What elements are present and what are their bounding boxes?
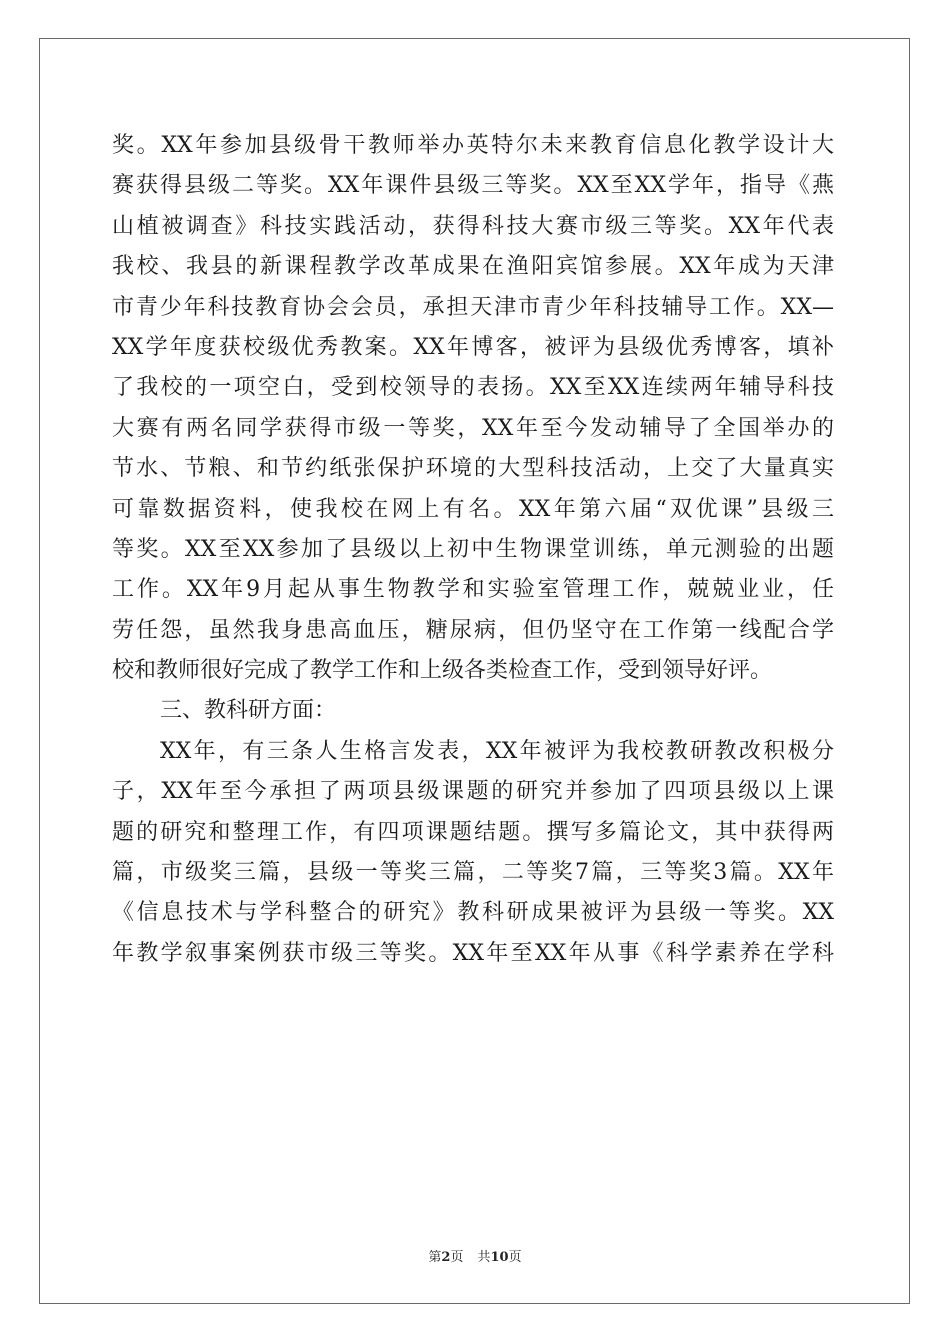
text-line: 了我校的一项空白，受到校领导的表扬。XX至XX连续两年辅导科技 [112, 375, 834, 401]
footer-page-prefix: 第 [428, 1250, 442, 1265]
text-line: 校和教师很好完成了教学工作和上级各类检查工作，受到领导好评。 [112, 658, 773, 684]
text-line: XX学年度获校级优秀教案。XX年博客，被评为县级优秀博客，填补 [112, 334, 834, 360]
footer-page-suffix: 页 [450, 1250, 464, 1265]
text-line: 节水、节粮、和节约纸张保护环境的大型科技活动，上交了大量真实 [112, 456, 834, 482]
footer-total-pages: 10 [490, 1250, 509, 1265]
page-footer [0, 1246, 950, 1265]
text-line: 年教学叙事案例获市级三等奖。XX年至XX年从事《科学素养在学科 [112, 940, 834, 966]
text-line: 赛获得县级二等奖。XX年课件县级三等奖。XX至XX学年，指导《燕 [112, 173, 834, 199]
text-line: 题的研究和整理工作，有四项课题结题。撰写多篇论文，其中获得两 [112, 819, 834, 845]
text-line: 等奖。XX至XX参加了县级以上初中生物课堂训练，单元测验的出题 [112, 536, 834, 562]
text-line: 可靠数据资料，使我校在网上有名。XX年第六届“双优课”县级三 [112, 496, 834, 522]
text-line: 三、教科研方面： [160, 698, 337, 724]
text-line: 奖。XX年参加县级骨干教师举办英特尔未来教育信息化教学设计大 [112, 133, 834, 158]
text-line: 劳任怨，虽然我身患高血压，糖尿病，但仍坚守在工作第一线配合学 [112, 617, 834, 643]
text-line: 山植被调查》科技实践活动，获得科技大赛市级三等奖。XX年代表 [112, 213, 834, 239]
text-line: 子，XX年至今承担了两项县级课题的研究并参加了四项县级以上课 [112, 779, 834, 805]
text-line: 《信息技术与学科整合的研究》教科研成果被评为县级一等奖。XX [112, 900, 834, 926]
text-line: 篇，市级奖三篇，县级一等奖三篇，二等奖7篇，三等奖3篇。XX年 [112, 860, 834, 886]
footer-total-prefix: 共 [477, 1250, 491, 1265]
text-line: 市青少年科技教育协会会员，承担天津市青少年科技辅导工作。XX— [112, 294, 834, 320]
footer-total-suffix: 页 [508, 1250, 522, 1265]
text-line: 工作。XX年9月起从事生物教学和实验室管理工作，兢兢业业，任 [112, 577, 834, 603]
text-line: 大赛有两名同学获得市级一等奖，XX年至今发动辅导了全国举办的 [112, 415, 834, 441]
footer-page-number: 2 [441, 1250, 451, 1265]
text-line: 我校、我县的新课程教学改革成果在渔阳宾馆参展。XX年成为天津 [112, 254, 834, 280]
text-line: XX年，有三条人生格言发表，XX年被评为我校教研教改积极分 [160, 738, 834, 764]
document-body [112, 126, 834, 974]
